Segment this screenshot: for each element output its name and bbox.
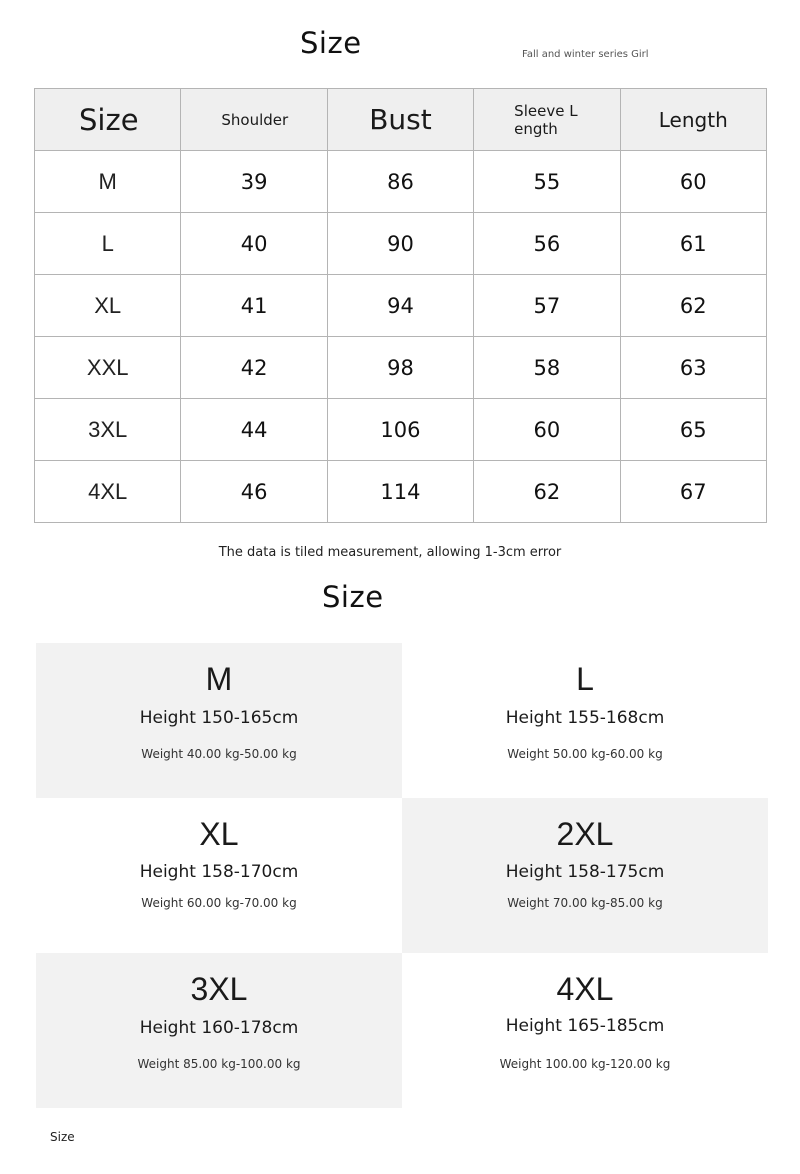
size-card-weight: Weight 50.00 kg-60.00 kg: [507, 747, 663, 761]
size-card-height: Height 150-165cm: [139, 708, 299, 728]
page-title: Size: [300, 26, 362, 60]
size-card-label: 3XL: [190, 971, 248, 1007]
table-row: [35, 275, 767, 337]
table-cell-shoulder: 42: [181, 337, 327, 399]
series-note: Fall and winter series Girl: [522, 49, 649, 60]
size-card-height: Height 155-168cm: [505, 708, 665, 728]
size-card-weight: Weight 70.00 kg-85.00 kg: [507, 896, 663, 910]
table-cell-shoulder: 46: [181, 461, 327, 523]
table-cell-length: 63: [620, 337, 766, 399]
table-cell-bust: 86: [327, 151, 473, 213]
size-card-l: [402, 643, 768, 798]
size-card-weight: Weight 100.00 kg-120.00 kg: [499, 1057, 671, 1071]
table-cell-size: L: [35, 213, 181, 275]
size-card-height: Height 165-185cm: [505, 1016, 665, 1036]
table-row: [35, 337, 767, 399]
table-cell-size: 4XL: [35, 461, 181, 523]
table-cell-sleeve-length: 60: [474, 399, 620, 461]
size-card-height: Height 160-178cm: [139, 1018, 299, 1038]
table-header-row: [35, 89, 767, 151]
table-cell-sleeve-length: 62: [474, 461, 620, 523]
size-card-label: XL: [199, 816, 239, 852]
table-cell-bust: 90: [327, 213, 473, 275]
size-card-height: Height 158-170cm: [139, 862, 299, 882]
column-header-size: Size: [35, 89, 181, 151]
table-cell-size: M: [35, 151, 181, 213]
table-cell-bust: 114: [327, 461, 473, 523]
table-row: [35, 151, 767, 213]
table-cell-shoulder: 39: [181, 151, 327, 213]
column-header-bust: Bust: [327, 89, 473, 151]
size-card-label: 2XL: [556, 816, 614, 852]
column-header-sleeve-length: [474, 89, 620, 151]
size-card-label: L: [576, 661, 594, 697]
table-row: [35, 213, 767, 275]
table-cell-length: 67: [620, 461, 766, 523]
size-card-label: M: [205, 661, 233, 697]
size-card-4xl: [402, 953, 768, 1108]
table-cell-shoulder: 41: [181, 275, 327, 337]
footer-label: Size: [50, 1130, 75, 1144]
size-card-weight: Weight 85.00 kg-100.00 kg: [137, 1057, 301, 1071]
table-cell-length: 62: [620, 275, 766, 337]
column-header-shoulder-label: Shoulder: [221, 110, 289, 129]
table-cell-length: 60: [620, 151, 766, 213]
table-cell-shoulder: 44: [181, 399, 327, 461]
table-cell-bust: 106: [327, 399, 473, 461]
table-row: [35, 461, 767, 523]
size-card-height: Height 158-175cm: [505, 862, 665, 882]
size-card-2xl: [402, 798, 768, 953]
size-card-weight: Weight 60.00 kg-70.00 kg: [141, 896, 297, 910]
table-cell-size: XL: [35, 275, 181, 337]
table-cell-length: 61: [620, 213, 766, 275]
table-cell-sleeve-length: 58: [474, 337, 620, 399]
size-measurement-table: [34, 88, 767, 523]
table-cell-length: 65: [620, 399, 766, 461]
table-row: [35, 399, 767, 461]
column-header-shoulder: [181, 89, 327, 151]
table-cell-shoulder: 40: [181, 213, 327, 275]
table-cell-bust: 98: [327, 337, 473, 399]
table-cell-sleeve-length: 55: [474, 151, 620, 213]
table-cell-size: XXL: [35, 337, 181, 399]
column-header-length: Length: [620, 89, 766, 151]
table-cell-size: 3XL: [35, 399, 181, 461]
size-card-m: [36, 643, 402, 798]
measurement-note: The data is tiled measurement, allowing 1-3cm error: [218, 545, 562, 560]
size-card-label: 4XL: [556, 971, 614, 1007]
size-card-weight: Weight 40.00 kg-50.00 kg: [141, 747, 297, 761]
column-header-sleeve-length-label: Sleeve Length: [514, 101, 578, 138]
table-cell-sleeve-length: 56: [474, 213, 620, 275]
table-cell-bust: 94: [327, 275, 473, 337]
size-card-xl: [36, 798, 402, 953]
table-cell-sleeve-length: 57: [474, 275, 620, 337]
size-guide-title: Size: [322, 580, 384, 614]
size-card-3xl: [36, 953, 402, 1108]
